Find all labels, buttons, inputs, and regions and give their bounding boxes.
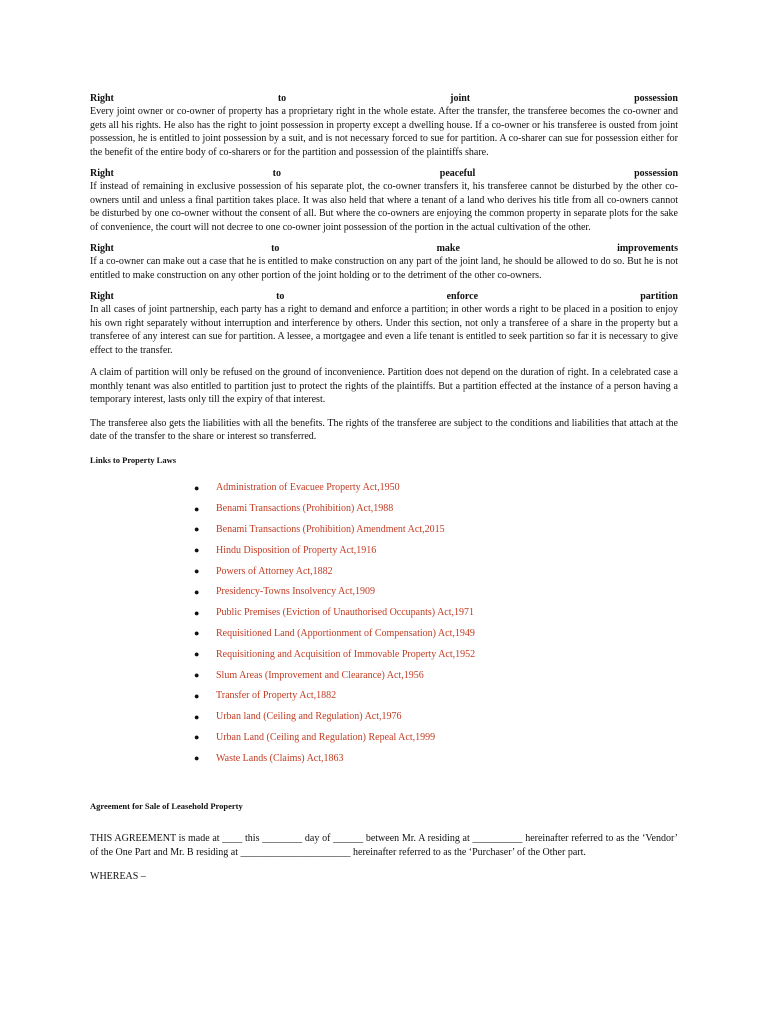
property-law-link[interactable]: Urban Land (Ceiling and Regulation) Repeal Act,1999 [216, 731, 436, 743]
whereas-line: WHEREAS – [90, 871, 146, 882]
bullet-icon: ● [194, 566, 200, 577]
list-item [194, 665, 768, 686]
heading-word: Right [90, 291, 114, 302]
bullet-icon: ● [194, 524, 200, 535]
heading-word: to [271, 243, 280, 254]
bullet-icon: ● [194, 607, 200, 618]
bullet-icon: ● [194, 503, 200, 514]
section-body: In all cases of joint partnership, each party has a right to demand and enforce a partition; in other words a right to be placed in a position to enjoy his own right separately without interruption and interference by others. Under this section, not only a transferee of a share in the property but a transferee of any interest can sue for partition. A lessee, a mortgagee and even a life tenant is entitled to seek partition so far it is necessary to give effect to the transfer. [90, 304, 678, 356]
right-section [90, 291, 678, 357]
heading-word: to [276, 291, 285, 302]
heading-word: Right [90, 93, 114, 104]
list-item [194, 748, 768, 769]
property-law-link[interactable]: Waste Lands (Claims) Act,1863 [216, 752, 344, 764]
property-law-link[interactable]: Benami Transactions (Prohibition) Act,1988 [216, 503, 394, 515]
list-item [194, 685, 768, 706]
property-laws-link-list [194, 478, 768, 769]
bullet-icon: ● [194, 482, 200, 493]
right-section [90, 243, 678, 282]
property-law-link[interactable]: Urban land (Ceiling and Regulation) Act,1976 [216, 711, 402, 723]
heading-word: possession [634, 93, 678, 104]
property-law-link[interactable]: Slum Areas (Improvement and Clearance) Act,1956 [216, 669, 424, 681]
section-body: Every joint owner or co-owner of property has a proprietary right in the whole estate. After the transfer, the transferee becomes the co-owner and gets all his rights. He also has the right to joint possession in property except a dwelling house. If a co-owner or his transferee is ousted from joint possession, he is entitled to joint possession by a suit, and is not necessary forced to sue for partition. A co-sharer can sue for possession either for the benefit of the entire body of co-sharers or for the partition and possession of the plaintiffs share. [90, 106, 678, 158]
right-section [90, 93, 678, 159]
links-title: Links to Property Laws [90, 454, 177, 465]
section-heading [90, 93, 678, 105]
heading-word: partition [640, 291, 678, 302]
heading-word: peaceful [439, 168, 476, 179]
list-item [194, 706, 768, 727]
bullet-icon: ● [194, 628, 200, 639]
list-item [194, 561, 768, 582]
bullet-icon: ● [194, 670, 200, 681]
section-heading [90, 291, 678, 303]
heading-word: to [277, 93, 287, 104]
list-item [194, 519, 768, 540]
property-law-link[interactable]: Hindu Disposition of Property Act,1916 [216, 544, 377, 556]
list-item [194, 540, 768, 561]
bullet-icon: ● [194, 586, 200, 597]
list-item [194, 727, 768, 748]
bullet-icon: ● [194, 711, 200, 722]
partition-refusal-paragraph: A claim of partition will only be refused on the ground of inconvenience. Partition does not depend on the duration of right. In a celebrated case a monthly tenant was also entitled to partition just to protect the rights of the plaintiffs. But a partition effected at the instance of a person having a temporary interest, lasts only till the expiry of that interest. [90, 367, 678, 405]
heading-word: improvements [617, 243, 678, 254]
property-law-link[interactable]: Powers of Attorney Act,1882 [216, 565, 333, 577]
list-item [194, 581, 768, 602]
section-heading [90, 243, 678, 255]
list-item [194, 478, 768, 499]
property-law-link[interactable]: Requisitioning and Acquisition of Immovable Property Act,1952 [216, 648, 476, 660]
list-item [194, 644, 768, 665]
section-heading [90, 168, 678, 180]
property-law-link[interactable]: Administration of Evacuee Property Act,1950 [216, 482, 400, 494]
list-item [194, 498, 768, 519]
bullet-icon: ● [194, 649, 200, 660]
heading-word: make [436, 243, 460, 254]
section-body: If a co-owner can make out a case that he is entitled to make construction on any part of the joint land, he should be allowed to do so. But he is not entitled to make construction on any other portion of the joint holding or to the detriment of the other co-owners. [90, 256, 678, 281]
document-content [90, 93, 678, 882]
heading-word: possession [634, 168, 678, 179]
property-law-link[interactable]: Presidency-Towns Insolvency Act,1909 [216, 586, 375, 598]
heading-word: enforce [446, 291, 479, 302]
heading-word: to [272, 168, 282, 179]
agreement-paragraph: THIS AGREEMENT is made at ____ this ________ day of ______ between Mr. A residing at __________ hereinafter referred to as the ‘Vendor’ of the One Part and Mr. B residing at ______________________ hereinafter referred to as the ‘Purchaser’ of the Other part. [90, 833, 678, 858]
rights-sections [90, 93, 678, 357]
heading-word: joint [450, 93, 471, 104]
section-body: If instead of remaining in exclusive possession of his separate plot, the co-owner transfers it, his transferee cannot be disturbed by the other co-owners until and unless a final partition takes place. It was also held that where a tenant of a land who derives his title from all co-owners cannot be disturbed by one co-owner without the consent of all. But where the co-owners are enjoying the common property in separate plots for the sake of convenience, the court will not decree to one co-owner joint possession of the portion in the actual cultivation of the other. [90, 181, 678, 233]
bullet-icon: ● [194, 732, 200, 743]
agreement-title: Agreement for Sale of Leasehold Property [90, 801, 243, 811]
property-law-link[interactable]: Requisitioned Land (Apportionment of Compensation) Act,1949 [216, 627, 475, 639]
property-law-link[interactable]: Public Premises (Eviction of Unauthorised Occupants) Act,1971 [216, 607, 475, 619]
property-law-link[interactable]: Transfer of Property Act,1882 [216, 690, 337, 702]
bullet-icon: ● [194, 545, 200, 556]
property-law-link[interactable]: Benami Transactions (Prohibition) Amendment Act,2015 [216, 523, 445, 535]
list-item [194, 602, 768, 623]
heading-word: Right [90, 243, 114, 254]
liabilities-paragraph: The transferee also gets the liabilities with all the benefits. The rights of the transferee are subject to the conditions and liabilities that attach at the date of the transfer to the share or interest so transferred. [90, 417, 678, 442]
bullet-icon: ● [194, 690, 200, 701]
right-section [90, 168, 678, 234]
heading-word: Right [90, 168, 114, 179]
list-item [194, 623, 768, 644]
bullet-icon: ● [194, 753, 200, 764]
